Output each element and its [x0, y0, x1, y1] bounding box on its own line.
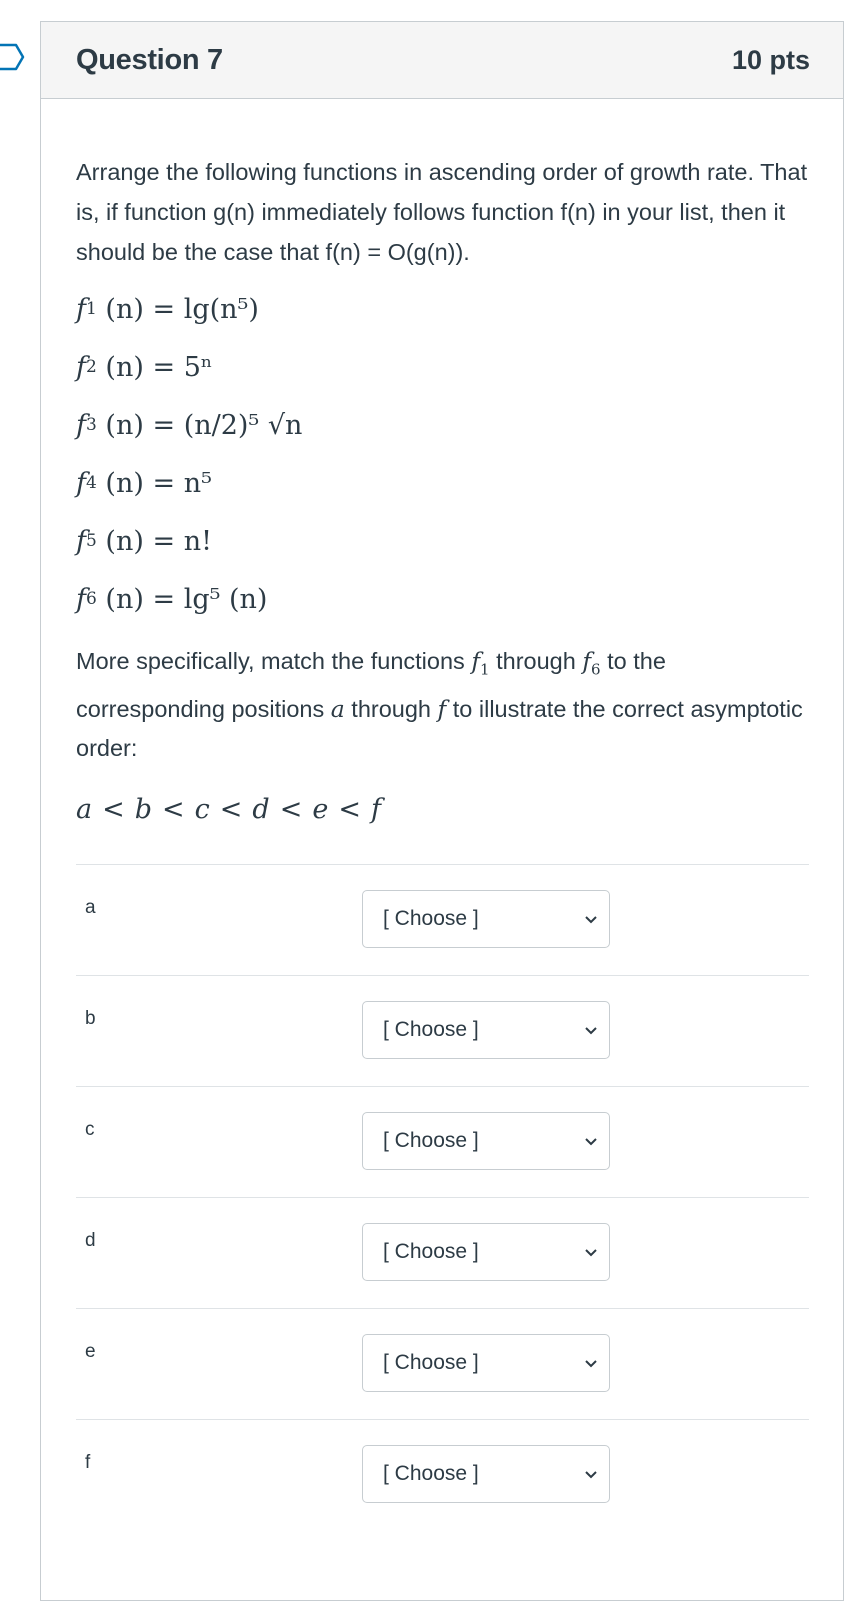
- question-card: [40, 21, 844, 1601]
- function-f6: f 6 (n) = lg⁵ (n): [76, 583, 268, 615]
- question-points: 10 pts: [731, 44, 810, 75]
- bookmark-flag-icon[interactable]: [0, 41, 26, 73]
- match-list: [76, 864, 809, 1530]
- match-row: [76, 1419, 809, 1530]
- match-select-e[interactable]: [362, 1334, 610, 1392]
- match-select-d[interactable]: [362, 1223, 610, 1281]
- chevron-down-icon: [583, 1244, 599, 1260]
- function-f2: f 2 (n) = 5ⁿ: [76, 351, 213, 383]
- match-label: d: [85, 1229, 96, 1251]
- match-label: a: [85, 896, 96, 918]
- function-f4: f 4 (n) = n⁵: [76, 467, 212, 499]
- chevron-down-icon: [583, 911, 599, 927]
- select-value: [ Choose ]: [383, 1128, 479, 1152]
- select-value: [ Choose ]: [383, 1239, 479, 1263]
- match-label: c: [85, 1118, 95, 1140]
- function-list: [76, 280, 809, 628]
- select-value: [ Choose ]: [383, 1350, 479, 1374]
- question-header: [41, 22, 843, 99]
- function-f3: f 3 (n) = (n/2)⁵ √n: [76, 409, 303, 441]
- match-select-c[interactable]: [362, 1112, 610, 1170]
- question-body: [41, 152, 843, 1530]
- function-f5: f 5 (n) = n!: [76, 525, 212, 557]
- match-row: [76, 1086, 809, 1197]
- chevron-down-icon: [583, 1022, 599, 1038]
- matching-instructions: More specifically, match the functions $f_1$ through $f_6$ to the corresponding positions a through f to illustrate the correct asymptotic order:: [76, 647, 803, 761]
- chevron-down-icon: [583, 1133, 599, 1149]
- question-title: Question 7: [76, 43, 223, 76]
- match-label: e: [85, 1340, 96, 1362]
- match-row: [76, 1308, 809, 1419]
- match-select-a[interactable]: [362, 890, 610, 948]
- match-row: [76, 864, 809, 975]
- match-select-f[interactable]: [362, 1445, 610, 1503]
- match-row: [76, 1197, 809, 1308]
- match-label: f: [85, 1451, 91, 1473]
- function-f1: f 1 (n) = lg(n⁵): [76, 293, 259, 325]
- chevron-down-icon: [583, 1355, 599, 1371]
- select-value: [ Choose ]: [383, 1461, 479, 1485]
- asymptotic-order: a < b < c < d < e < f: [76, 794, 381, 826]
- match-row: [76, 975, 809, 1086]
- match-select-b[interactable]: [362, 1001, 610, 1059]
- chevron-down-icon: [583, 1466, 599, 1482]
- select-value: [ Choose ]: [383, 906, 479, 930]
- match-label: b: [85, 1007, 96, 1029]
- question-prompt: Arrange the following functions in ascending order of growth rate. That is, if function g(n) immediately follows function f(n) in your list, then it should be the case that f(n) = O(g(n)).: [76, 159, 808, 265]
- select-value: [ Choose ]: [383, 1017, 479, 1041]
